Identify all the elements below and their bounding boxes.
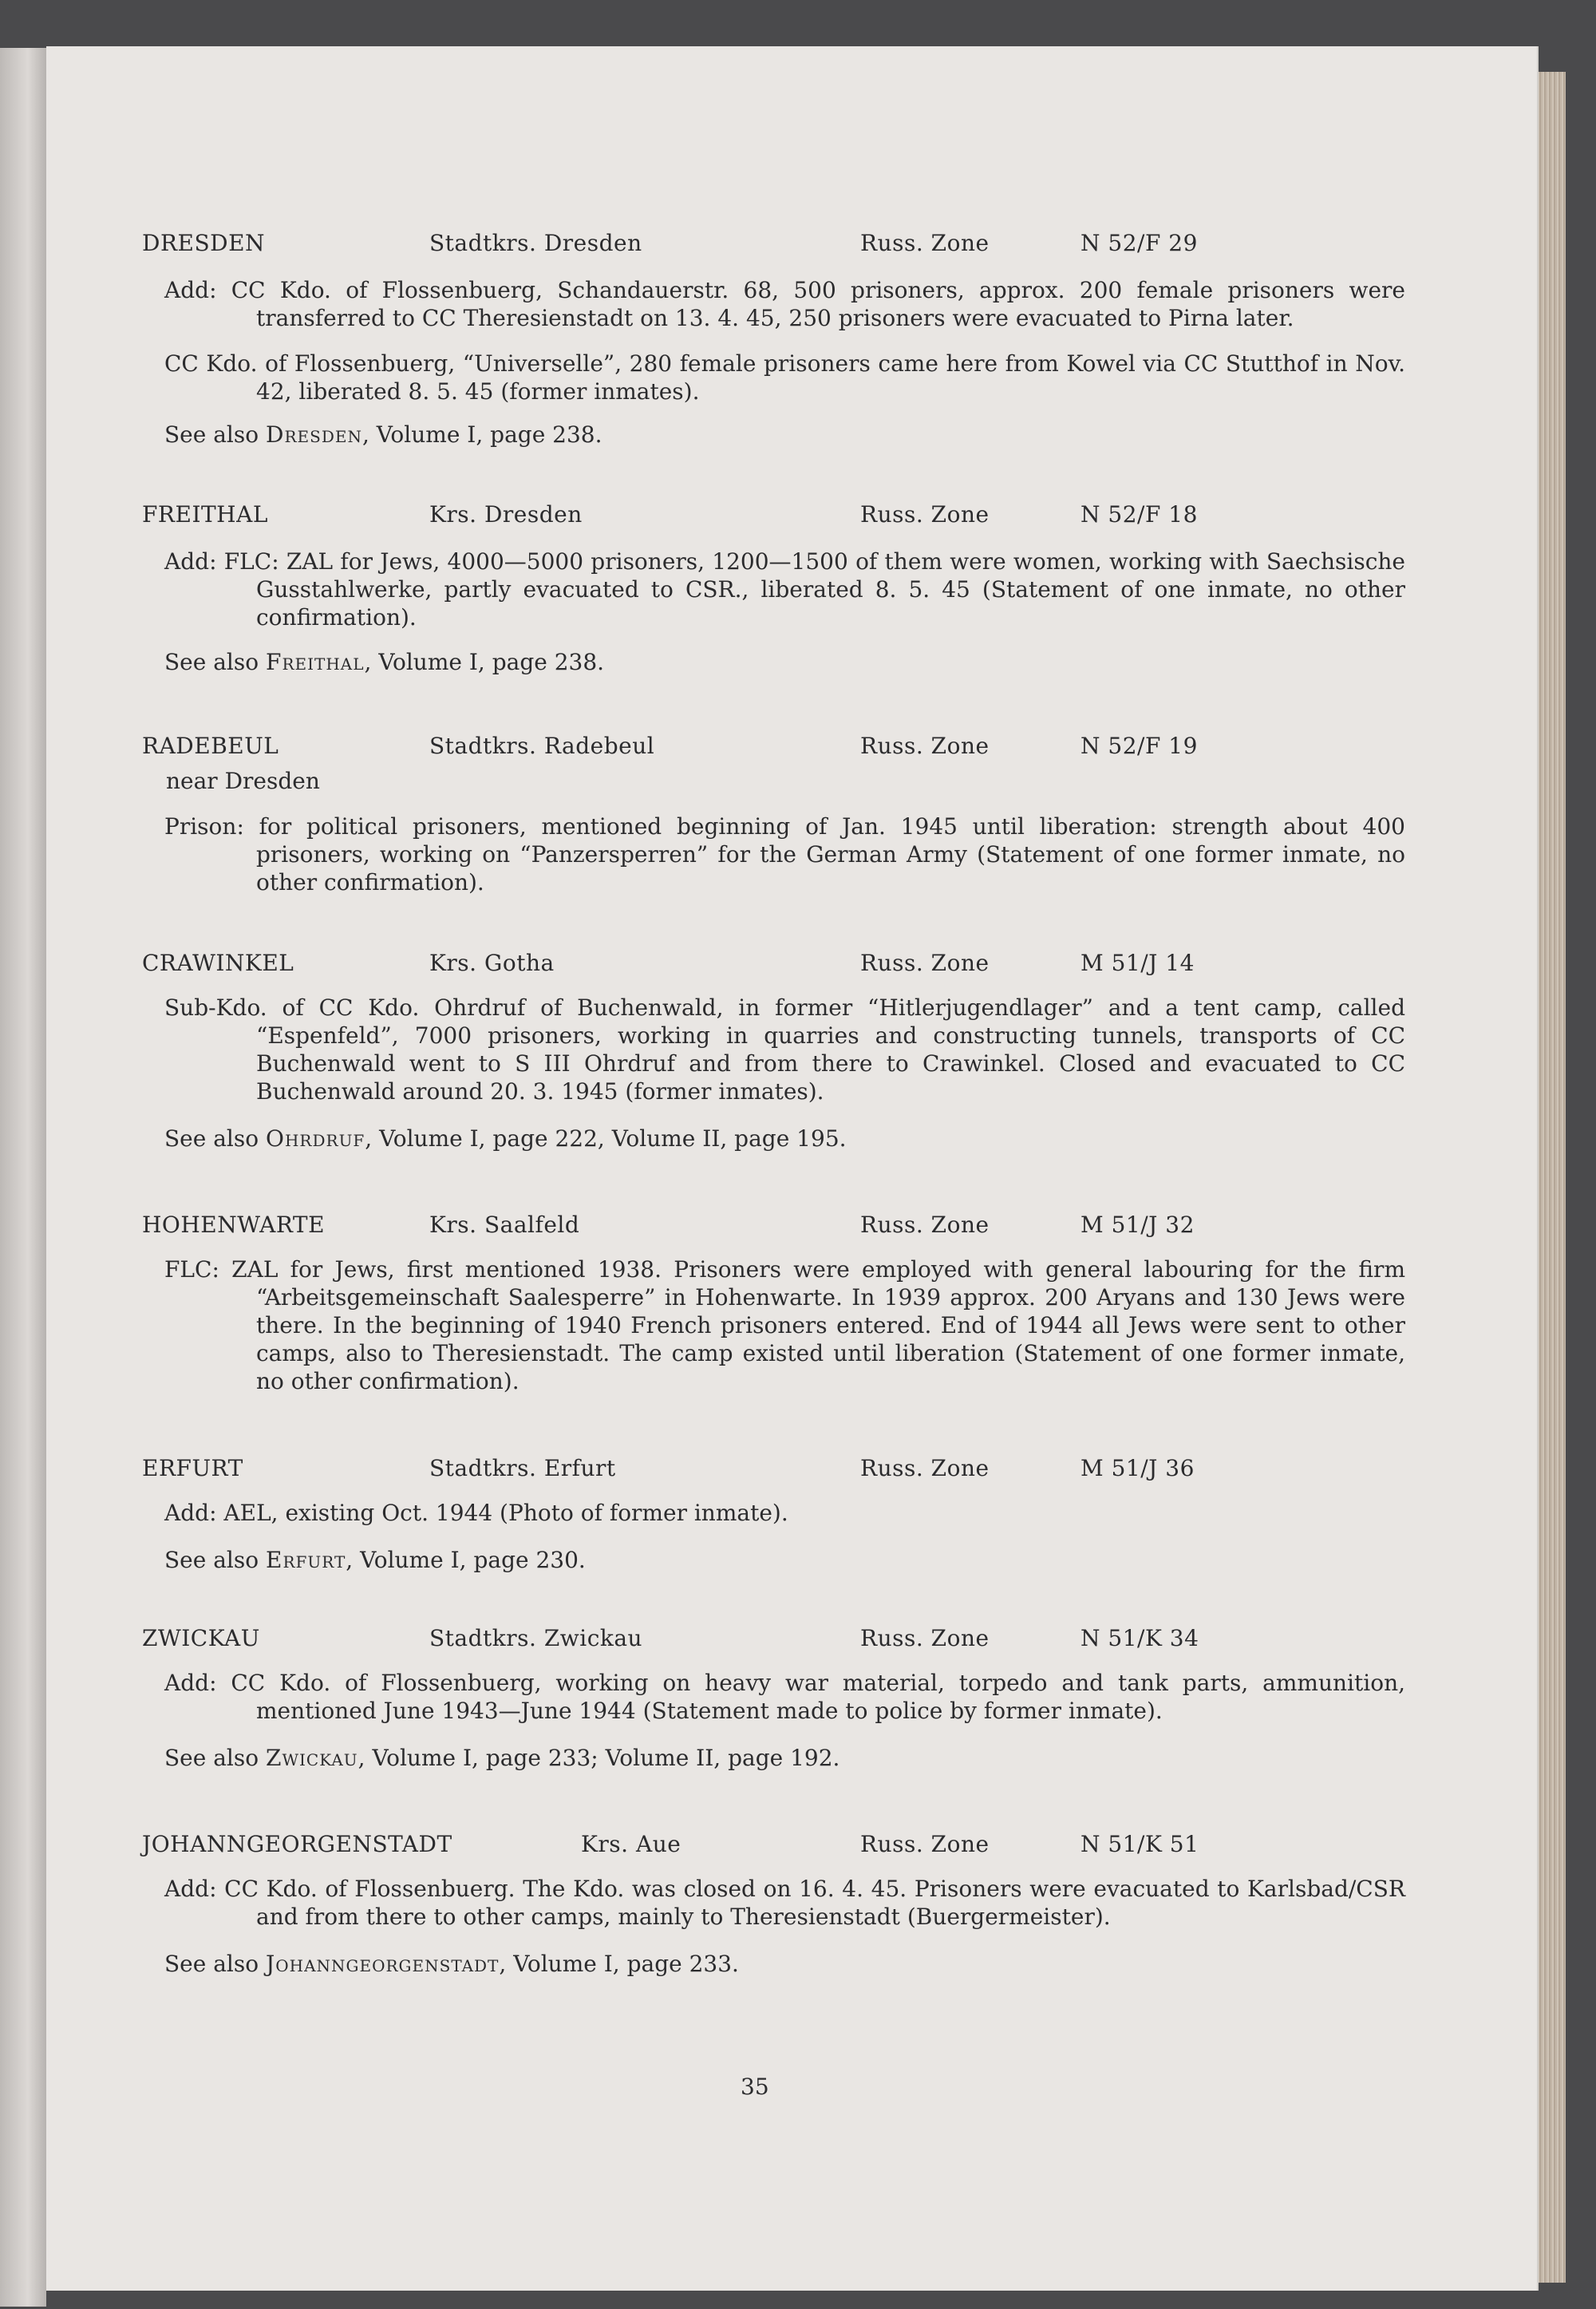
- see-also-name: Johanngeorgenstadt: [266, 1951, 500, 1977]
- entry-crawinkel: [46, 950, 1537, 1152]
- map-reference: M 51/J 14: [1080, 950, 1195, 976]
- place-name: RADEBEUL: [142, 733, 279, 759]
- see-also: See also Johanngeorgenstadt, Volume I, page 233.: [164, 1951, 739, 1977]
- place-name: DRESDEN: [142, 230, 266, 256]
- see-also-name: Dresden: [266, 421, 362, 448]
- entry-paragraph: Add: CC Kdo. of Flossenbuerg, Schandauerstr. 68, 500 prisoners, approx. 200 female prisoners were transferred to CC Theresienstadt on 13. 4. 45, 250 prisoners were evacuated to Pirna later.: [164, 277, 1405, 331]
- entry-erfurt: [46, 1455, 1537, 1573]
- entry-header: [46, 950, 1537, 985]
- entry-header: [46, 230, 1537, 265]
- entry-header: [46, 1625, 1537, 1660]
- zone: Russ. Zone: [860, 501, 990, 528]
- page-number: 35: [741, 2074, 769, 2100]
- see-also: See also Zwickau, Volume I, page 233; Volume II, page 192.: [164, 1745, 840, 1771]
- entry-freithal: [46, 501, 1537, 675]
- district: Stadtkrs. Dresden: [429, 230, 642, 256]
- map-reference: N 51/K 51: [1080, 1831, 1199, 1857]
- zone: Russ. Zone: [860, 1831, 990, 1857]
- zone: Russ. Zone: [860, 1212, 990, 1238]
- entry-header: [46, 1455, 1537, 1490]
- district: Stadtkrs. Erfurt: [429, 1455, 616, 1481]
- see-also: See also Erfurt, Volume I, page 230.: [164, 1547, 586, 1573]
- map-reference: N 52/F 29: [1080, 230, 1198, 256]
- map-reference: M 51/J 32: [1080, 1212, 1195, 1238]
- district: Krs. Saalfeld: [429, 1212, 580, 1238]
- map-reference: N 51/K 34: [1080, 1625, 1199, 1651]
- entry-paragraph: Add: AEL, existing Oct. 1944 (Photo of former inmate).: [164, 1500, 788, 1526]
- map-reference: M 51/J 36: [1080, 1455, 1195, 1481]
- see-also: See also Freithal, Volume I, page 238.: [164, 649, 605, 675]
- place-name: ZWICKAU: [142, 1625, 260, 1651]
- district: Krs. Dresden: [429, 501, 583, 528]
- see-also: See also Ohrdruf, Volume I, page 222, Volume II, page 195.: [164, 1125, 847, 1152]
- left-page-edge: [0, 48, 46, 2307]
- map-reference: N 52/F 18: [1080, 501, 1198, 528]
- see-also-name: Ohrdruf: [266, 1125, 365, 1152]
- entry-johanngeorgenstadt: [46, 1831, 1537, 1977]
- see-also-name: Freithal: [266, 649, 365, 675]
- entry-hohenwarte: [46, 1212, 1537, 1394]
- document-page: [46, 46, 1537, 2291]
- entry-paragraph: Prison: for political prisoners, mentioned beginning of Jan. 1945 until liberation: strength about 400 prisoners, working on “Panzersperren” for the German Army (Statement of one former inmate, no other confirmation).: [164, 813, 1405, 896]
- entry-paragraph: Add: CC Kdo. of Flossenbuerg. The Kdo. was closed on 16. 4. 45. Prisoners were evacuated to Karlsbad/CSR and from there to other camps, mainly to Theresienstadt (Buergermeister).: [164, 1876, 1405, 1930]
- place-name: HOHENWARTE: [142, 1212, 326, 1238]
- entry-paragraph: CC Kdo. of Flossenbuerg, “Universelle”, 280 female prisoners came here from Kowel via CC Stutthof in Nov. 42, liberated 8. 5. 45 (former inmates).: [164, 350, 1405, 405]
- zone: Russ. Zone: [860, 1455, 990, 1481]
- entry-paragraph: Add: FLC: ZAL for Jews, 4000—5000 prisoners, 1200—1500 of them were women, working with Saechsische Gusstahlwerke, partly evacuated to CSR., liberated 8. 5. 45 (Statement of one inmate, no other confirmation).: [164, 548, 1405, 631]
- zone: Russ. Zone: [860, 1625, 990, 1651]
- zone: Russ. Zone: [860, 733, 990, 759]
- map-reference: N 52/F 19: [1080, 733, 1198, 759]
- district: Krs. Aue: [581, 1831, 681, 1857]
- see-also-name: Erfurt: [266, 1547, 346, 1573]
- place-subname: near Dresden: [166, 768, 320, 794]
- page-stack-edges: [1537, 72, 1566, 2283]
- district: Stadtkrs. Radebeul: [429, 733, 655, 759]
- entry-paragraph: Sub-Kdo. of CC Kdo. Ohrdruf of Buchenwald, in former “Hitlerjugendlager” and a tent camp, called “Espenfeld”, 7000 prisoners, working in quarries and constructing tunnels, transports of CC Buchenwald went to S III Ohrdruf and from there to Crawinkel. Closed and evacuated to CC Buchenwald around 20. 3. 1945 (former inmates).: [164, 994, 1405, 1105]
- district: Stadtkrs. Zwickau: [429, 1625, 643, 1651]
- entry-zwickau: [46, 1625, 1537, 1771]
- entry-header: [46, 733, 1537, 768]
- place-name: FREITHAL: [142, 501, 268, 528]
- entry-header: [46, 501, 1537, 536]
- see-also: See also Dresden, Volume I, page 238.: [164, 421, 602, 448]
- place-name: ERFURT: [142, 1455, 243, 1481]
- zone: Russ. Zone: [860, 230, 990, 256]
- entry-header: [46, 1212, 1537, 1247]
- entry-radebeul: [46, 733, 1537, 896]
- district: Krs. Gotha: [429, 950, 555, 976]
- zone: Russ. Zone: [860, 950, 990, 976]
- entry-header: [46, 1831, 1537, 1866]
- entry-paragraph: FLC: ZAL for Jews, first mentioned 1938. Prisoners were employed with general labouring for the firm “Arbeitsgemeinschaft Saalesperre” in Hohenwarte. In 1939 approx. 200 Aryans and 130 Jews were there. In the beginning of 1940 French prisoners entered. End of 1944 all Jews were sent to other camps, also to Theresienstadt. The camp existed until liberation (Statement of one former inmate, no other confirmation).: [164, 1256, 1405, 1394]
- place-name: CRAWINKEL: [142, 950, 294, 976]
- entry-dresden: [46, 230, 1537, 448]
- see-also-name: Zwickau: [266, 1745, 358, 1771]
- entry-paragraph: Add: CC Kdo. of Flossenbuerg, working on heavy war material, torpedo and tank parts, ammunition, mentioned June 1943—June 1944 (Statement made to police by former inmate).: [164, 1670, 1405, 1724]
- place-name: JOHANNGEORGENSTADT: [142, 1831, 452, 1857]
